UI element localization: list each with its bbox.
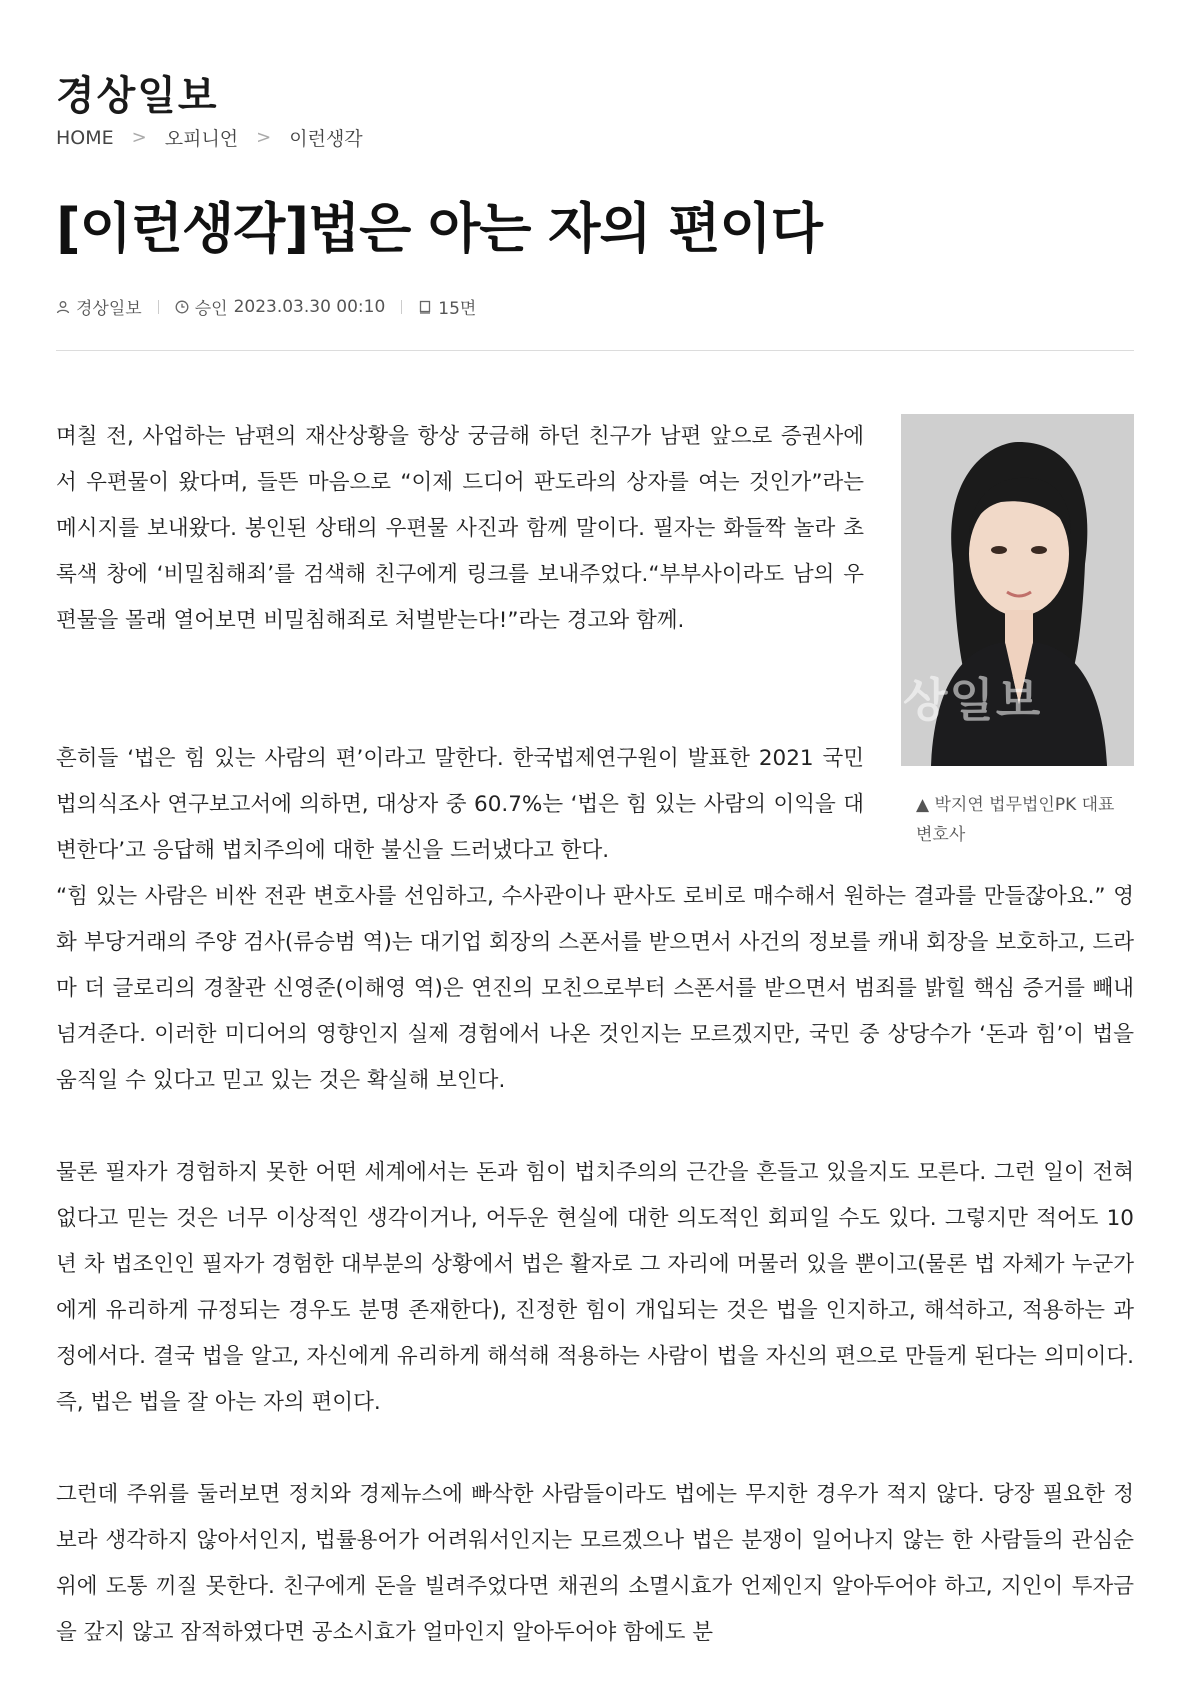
article-paragraph-5: 그런데 주위를 둘러보면 정치와 경제뉴스에 빠삭한 사람들이라도 법에는 무지한 경우가 적지 않다. 당장 필요한 정보라 생각하지 않아서인지, 법률용어가 어려워서인지는 모르겠으나 법은 분쟁이 일어나지 않는 한 사람들의 관심순위에 도통 끼질 못한다. 친구에게 돈을 빌려주었다면 채권의 소멸시효가 언제인지 알아두어야 하고, 지인이 투자금을 갚지 않고 잠적하였다면 공소시효가 얼마인지 알아두어야 함에도 분 — [56, 1482, 1134, 1645]
page-icon — [418, 300, 432, 314]
breadcrumb-home[interactable]: HOME — [56, 126, 114, 149]
photo-caption: ▲ 박지연 법무법인PK 대표 변호사 — [916, 795, 1115, 845]
breadcrumb-section[interactable]: 이런생각 — [289, 128, 363, 150]
meta-divider — [158, 300, 159, 314]
breadcrumb-opinion[interactable]: 오피니언 — [164, 128, 239, 150]
site-logo[interactable]: 경상일보 — [56, 73, 219, 119]
chevron-right-icon: > — [131, 127, 147, 148]
approval-info — [175, 294, 386, 319]
clock-icon — [175, 300, 189, 314]
breadcrumb — [56, 124, 363, 151]
photo-watermark: 상일보 — [903, 673, 1043, 727]
article-paragraph-2: 흔히들 ‘법은 힘 있는 사람의 편’이라고 말한다. 한국법제연구원이 발표한 2021 국민법의식조사 연구보고서에 의하면, 대상자 중 60.7%는 ‘법은 힘 있는 사람의 이익을 대변한다’고 응답해 법치주의에 대한 불신을 드러냈다고 한다. — [56, 746, 864, 863]
meta-divider — [401, 300, 402, 314]
chevron-right-icon: > — [256, 127, 272, 148]
author-photo — [901, 414, 1134, 766]
author-name: 경상일보 — [76, 299, 142, 319]
article-paragraph-3: “힘 있는 사람은 비싼 전관 변호사를 선임하고, 수사관이나 판사도 로비로 매수해서 원하는 결과를 만들잖아요.” 영화 부당거래의 주양 검사(류승범 역)는 대기업 회장의 스폰서를 받으면서 사건의 정보를 캐내 회장을 보호하고, 드라마 더 글로리의 경찰관 신영준(이해영 역)은 연진의 모친으로부터 스폰서를 받으면서 범죄를 밝힐 핵심 증거를 빼내 넘겨준다. 이러한 미디어의 영향인지 실제 경험에서 나온 것인지는 모르겠지만, 국민 중 상당수가 ‘돈과 힘’이 법을 움직일 수 있다고 믿고 있는 것은 확실해 보인다. — [56, 884, 1134, 1093]
article-meta — [56, 294, 476, 319]
header-divider — [56, 350, 1134, 351]
page-info — [418, 294, 476, 319]
person-icon — [56, 300, 70, 314]
article-paragraph-4: 물론 필자가 경험하지 못한 어떤 세계에서는 돈과 힘이 법치주의의 근간을 흔들고 있을지도 모른다. 그런 일이 전혀 없다고 믿는 것은 너무 이상적인 생각이거나, 어두운 현실에 대한 의도적인 회피일 수도 있다. 그렇지만 적어도 10년 차 법조인인 필자가 경험한 대부분의 상황에서 법은 활자로 그 자리에 머물러 있을 뿐이고(물론 법 자체가 누군가에게 유리하게 규정되는 경우도 분명 존재한다), 진정한 힘이 개입되는 것은 법을 인지하고, 해석하고, 적용하는 과정에서다. 결국 법을 알고, 자신에게 유리하게 해석해 적용하는 사람이 법을 자신의 편으로 만들게 된다는 의미이다. 즉, 법은 법을 잘 아는 자의 편이다. — [56, 1160, 1134, 1415]
article-title: [이런생각]법은 아는 자의 편이다 — [56, 197, 822, 260]
approval-time: 2023.03.30 00:10 — [233, 296, 386, 317]
author-info — [56, 294, 142, 319]
article-paragraph-1: 며칠 전, 사업하는 남편의 재산상황을 항상 궁금해 하던 친구가 남편 앞으로 증권사에서 우편물이 왔다며, 들뜬 마음으로 “이제 드디어 판도라의 상자를 여는 것인가”라는 메시지를 보내왔다. 봉인된 상태의 우편물 사진과 함께 말이다. 필자는 화들짝 놀라 초록색 창에 ‘비밀침해죄’를 검색해 친구에게 링크를 보내주었다.“부부사이라도 남의 우편물을 몰래 열어보면 비밀침해죄로 처벌받는다!”라는 경고와 함께. — [56, 424, 864, 633]
approval-label: 승인 — [194, 299, 228, 319]
page-number: 15면 — [438, 299, 477, 319]
